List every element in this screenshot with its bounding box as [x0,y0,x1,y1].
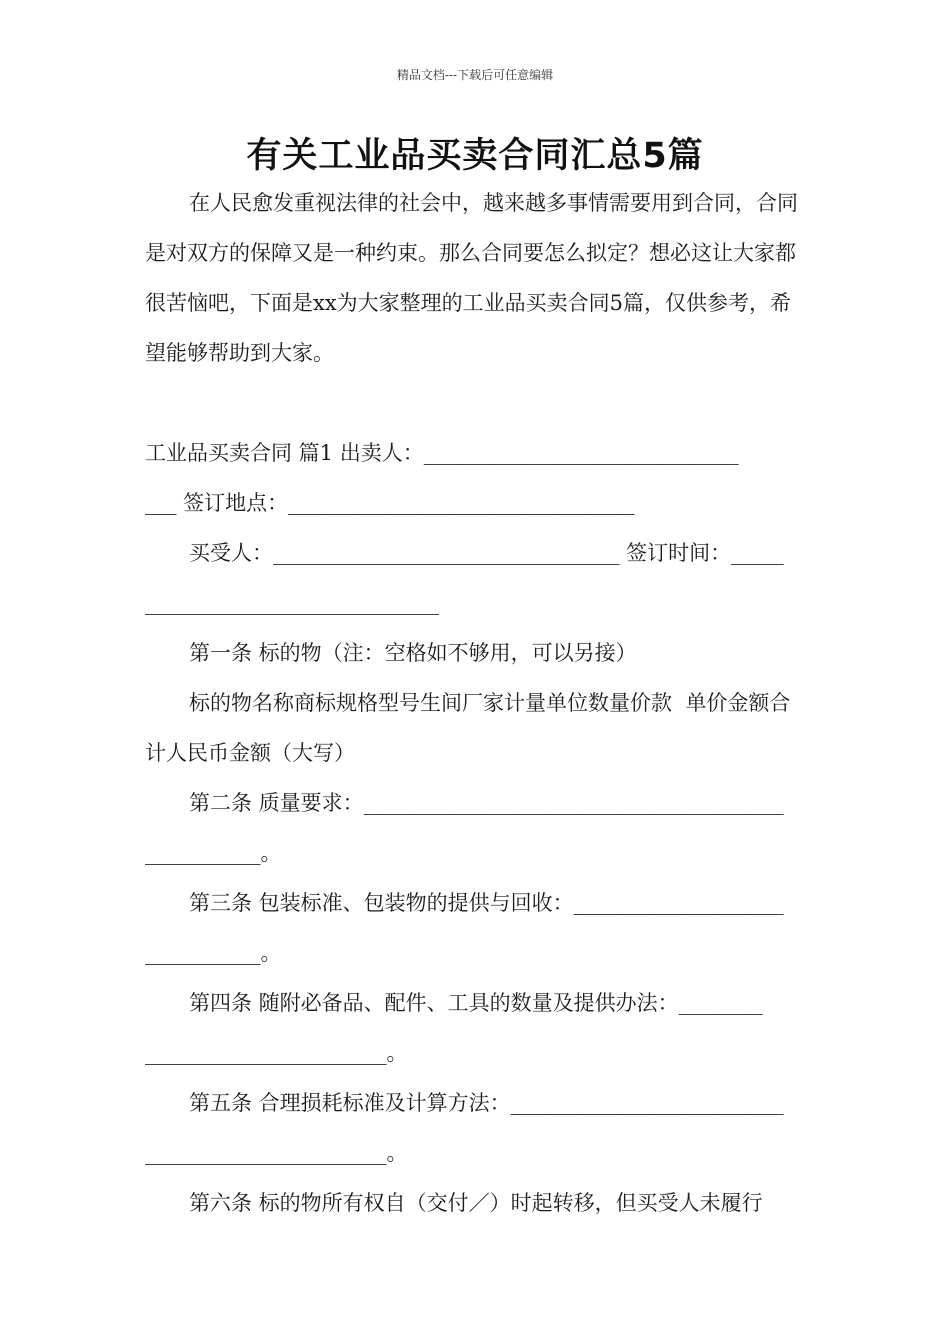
article-2: 第二条 质量要求：________________________________________ [189,791,784,815]
article-5: 第五条 合理损耗标准及计算方法：__________________________ [189,1091,784,1115]
article-2-continuation: ___________。 [145,841,282,865]
paragraph-gap [145,378,807,428]
signing-place-line: ___ 签订地点：_________________________________ [145,491,635,515]
signing-time-continuation: ____________________________ [145,591,439,615]
article-3: 第三条 包装标准、包装物的提供与回收：____________________ [189,891,784,915]
article-1: 第一条 标的物（注：空格如不够用，可以另接） [189,641,637,665]
contract-header-line: 工业品买卖合同 篇1 出卖人：______________________________ [145,441,739,465]
article-6: 第六条 标的物所有权自（交付／）时起转移，但买受人未履行 [189,1191,763,1215]
article-1-detail: 标的物名称商标规格型号生间厂家计量单位数量价款 单价金额合计人民币金额（大写） [145,691,791,765]
buyer-line: 买受人：_________________________________ 签订时间：_____ [189,541,784,565]
document-title: 有关工业品买卖合同汇总5篇 [246,136,704,176]
intro-paragraph: 在人民愈发重视法律的社会中，越来越多事情需要用到合同，合同是对双方的保障又是一种约束。那么合同要怎么拟定？想必这让大家都很苦恼吧，下面是xx为大家整理的工业品买卖合同5篇，仅供参考，希望能够帮助到大家。 [145,191,798,365]
document-body [145,178,807,1228]
page-header: 精品文档---下载后可任意编辑 [396,68,554,82]
article-3-continuation: ___________。 [145,941,282,965]
article-4: 第四条 随附必备品、配件、工具的数量及提供办法：________ [189,991,763,1015]
article-5-continuation: _______________________。 [145,1141,408,1165]
article-4-continuation: _______________________。 [145,1041,408,1065]
